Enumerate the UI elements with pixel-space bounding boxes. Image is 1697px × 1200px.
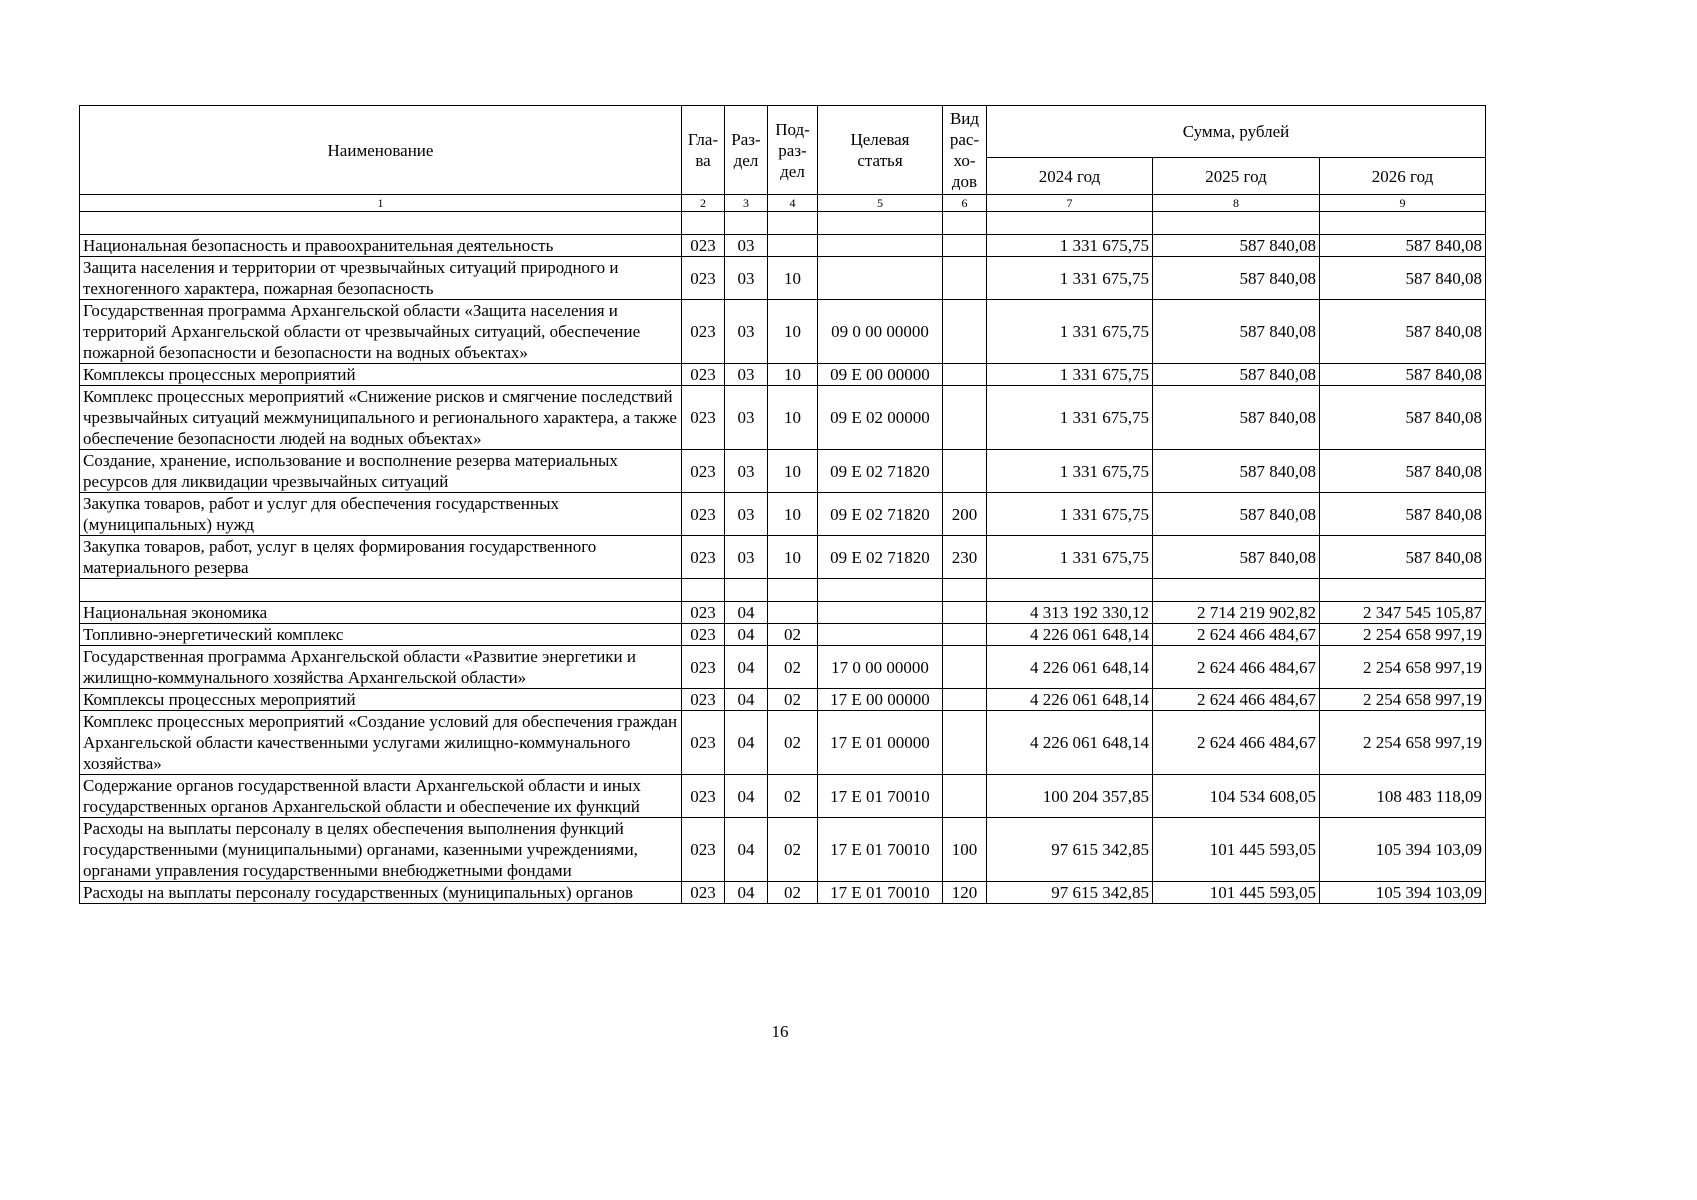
row-podrazdel: 10	[768, 257, 818, 300]
row-tselevaya-statya	[818, 235, 943, 257]
table-row	[80, 711, 1486, 775]
row-podrazdel: 02	[768, 818, 818, 882]
header-summa: Сумма, рублей	[987, 106, 1486, 158]
header-podrazdel: Под- раз- дел	[768, 106, 818, 195]
row-sum-2024: 4 313 192 330,12	[987, 602, 1153, 624]
table-row	[80, 602, 1486, 624]
row-name: Топливно-энергетический комплекс	[80, 624, 682, 646]
row-sum-2025: 2 624 466 484,67	[1153, 646, 1320, 689]
header-razdel: Раз- дел	[725, 106, 768, 195]
row-sum-2024: 1 331 675,75	[987, 450, 1153, 493]
row-tselevaya-statya	[818, 257, 943, 300]
row-sum-2025: 587 840,08	[1153, 493, 1320, 536]
row-glava: 023	[682, 364, 725, 386]
row-sum-2024: 4 226 061 648,14	[987, 646, 1153, 689]
empty-cell	[818, 579, 943, 602]
row-glava: 023	[682, 493, 725, 536]
row-glava: 023	[682, 689, 725, 711]
row-sum-2025: 104 534 608,05	[1153, 775, 1320, 818]
row-sum-2026: 108 483 118,09	[1320, 775, 1486, 818]
row-vid-rashodov	[943, 602, 987, 624]
row-podrazdel: 02	[768, 689, 818, 711]
column-number: 3	[725, 195, 768, 212]
empty-cell	[1320, 579, 1486, 602]
table-row	[80, 818, 1486, 882]
row-sum-2025: 587 840,08	[1153, 364, 1320, 386]
row-vid-rashodov	[943, 300, 987, 364]
row-vid-rashodov: 100	[943, 818, 987, 882]
row-sum-2026: 587 840,08	[1320, 300, 1486, 364]
header-name: Наименование	[80, 106, 682, 195]
row-vid-rashodov	[943, 624, 987, 646]
table-row	[80, 646, 1486, 689]
row-glava: 023	[682, 818, 725, 882]
row-sum-2025: 2 624 466 484,67	[1153, 624, 1320, 646]
row-glava: 023	[682, 646, 725, 689]
row-vid-rashodov	[943, 711, 987, 775]
empty-cell	[943, 212, 987, 235]
row-vid-rashodov	[943, 257, 987, 300]
row-sum-2025: 587 840,08	[1153, 257, 1320, 300]
row-podrazdel: 10	[768, 536, 818, 579]
table-row	[80, 536, 1486, 579]
row-tselevaya-statya	[818, 602, 943, 624]
column-number: 7	[987, 195, 1153, 212]
row-sum-2026: 587 840,08	[1320, 364, 1486, 386]
row-razdel: 03	[725, 257, 768, 300]
row-name: Закупка товаров, работ и услуг для обеспечения государственных (муниципальных) нужд	[80, 493, 682, 536]
column-number: 5	[818, 195, 943, 212]
column-number-row	[80, 195, 1486, 212]
empty-cell	[818, 212, 943, 235]
row-razdel: 04	[725, 818, 768, 882]
table-row	[80, 775, 1486, 818]
row-podrazdel: 02	[768, 882, 818, 904]
row-glava: 023	[682, 300, 725, 364]
table-row	[80, 257, 1486, 300]
empty-cell	[943, 579, 987, 602]
row-sum-2026: 587 840,08	[1320, 386, 1486, 450]
row-razdel: 04	[725, 711, 768, 775]
row-sum-2026: 2 254 658 997,19	[1320, 624, 1486, 646]
empty-cell	[682, 212, 725, 235]
row-name: Национальная экономика	[80, 602, 682, 624]
row-tselevaya-statya: 17 Е 01 00000	[818, 711, 943, 775]
row-glava: 023	[682, 536, 725, 579]
row-razdel: 04	[725, 602, 768, 624]
empty-cell	[768, 212, 818, 235]
row-sum-2026: 105 394 103,09	[1320, 882, 1486, 904]
row-sum-2024: 1 331 675,75	[987, 300, 1153, 364]
row-tselevaya-statya: 17 Е 01 70010	[818, 882, 943, 904]
budget-table	[79, 105, 1486, 904]
row-vid-rashodov	[943, 235, 987, 257]
row-sum-2025: 2 624 466 484,67	[1153, 689, 1320, 711]
header-year-2025: 2025 год	[1153, 158, 1320, 195]
row-tselevaya-statya: 17 0 00 00000	[818, 646, 943, 689]
row-name: Содержание органов государственной власти Архангельской области и иных государственных органов Архангельской области и обеспечение их функций	[80, 775, 682, 818]
row-name: Создание, хранение, использование и восполнение резерва материальных ресурсов для ликвидации чрезвычайных ситуаций	[80, 450, 682, 493]
row-razdel: 04	[725, 624, 768, 646]
row-razdel: 04	[725, 882, 768, 904]
row-sum-2024: 4 226 061 648,14	[987, 711, 1153, 775]
table-row	[80, 624, 1486, 646]
row-sum-2025: 2 714 219 902,82	[1153, 602, 1320, 624]
row-podrazdel: 10	[768, 364, 818, 386]
row-sum-2024: 4 226 061 648,14	[987, 624, 1153, 646]
row-tselevaya-statya: 17 Е 00 00000	[818, 689, 943, 711]
table-row	[80, 235, 1486, 257]
row-name: Национальная безопасность и правоохранительная деятельность	[80, 235, 682, 257]
row-tselevaya-statya: 09 Е 00 00000	[818, 364, 943, 386]
empty-cell	[682, 579, 725, 602]
row-razdel: 03	[725, 364, 768, 386]
row-name: Расходы на выплаты персоналу государственных (муниципальных) органов	[80, 882, 682, 904]
row-vid-rashodov: 230	[943, 536, 987, 579]
row-glava: 023	[682, 624, 725, 646]
row-vid-rashodov	[943, 364, 987, 386]
table-row	[80, 493, 1486, 536]
row-sum-2026: 2 254 658 997,19	[1320, 689, 1486, 711]
row-podrazdel: 02	[768, 711, 818, 775]
row-tselevaya-statya	[818, 624, 943, 646]
row-sum-2024: 97 615 342,85	[987, 882, 1153, 904]
row-tselevaya-statya: 09 Е 02 71820	[818, 493, 943, 536]
row-vid-rashodov	[943, 689, 987, 711]
empty-cell	[987, 212, 1153, 235]
empty-cell	[768, 579, 818, 602]
row-glava: 023	[682, 602, 725, 624]
row-glava: 023	[682, 882, 725, 904]
row-name: Государственная программа Архангельской области «Защита населения и территорий Архангельской области от чрезвычайных ситуаций, обеспечение пожарной безопасности и безопасности на водных объектах»	[80, 300, 682, 364]
row-sum-2024: 1 331 675,75	[987, 536, 1153, 579]
empty-cell	[1320, 212, 1486, 235]
row-vid-rashodov	[943, 450, 987, 493]
row-sum-2026: 587 840,08	[1320, 493, 1486, 536]
row-razdel: 03	[725, 300, 768, 364]
row-tselevaya-statya: 17 Е 01 70010	[818, 818, 943, 882]
row-glava: 023	[682, 386, 725, 450]
spacer-row	[80, 212, 1486, 235]
row-sum-2026: 2 347 545 105,87	[1320, 602, 1486, 624]
row-glava: 023	[682, 450, 725, 493]
empty-cell	[987, 579, 1153, 602]
row-vid-rashodov: 120	[943, 882, 987, 904]
column-number: 8	[1153, 195, 1320, 212]
row-sum-2024: 4 226 061 648,14	[987, 689, 1153, 711]
header-year-2024: 2024 год	[987, 158, 1153, 195]
row-tselevaya-statya: 09 Е 02 71820	[818, 536, 943, 579]
table-body	[80, 195, 1486, 904]
row-sum-2026: 105 394 103,09	[1320, 818, 1486, 882]
row-name: Защита населения и территории от чрезвычайных ситуаций природного и техногенного характера, пожарная безопасность	[80, 257, 682, 300]
row-sum-2026: 2 254 658 997,19	[1320, 711, 1486, 775]
row-name: Закупка товаров, работ, услуг в целях формирования государственного материального резерва	[80, 536, 682, 579]
row-sum-2025: 101 445 593,05	[1153, 818, 1320, 882]
row-razdel: 03	[725, 536, 768, 579]
row-name: Комплекс процессных мероприятий «Создание условий для обеспечения граждан Архангельской области качественными услугами жилищно-коммунального хозяйства»	[80, 711, 682, 775]
header-tselevaya-statya: Целевая статья	[818, 106, 943, 195]
row-razdel: 03	[725, 235, 768, 257]
row-sum-2024: 1 331 675,75	[987, 493, 1153, 536]
column-number: 1	[80, 195, 682, 212]
row-tselevaya-statya: 09 Е 02 00000	[818, 386, 943, 450]
row-razdel: 04	[725, 775, 768, 818]
column-number: 6	[943, 195, 987, 212]
row-podrazdel: 02	[768, 646, 818, 689]
row-razdel: 03	[725, 450, 768, 493]
column-number: 9	[1320, 195, 1486, 212]
row-sum-2024: 1 331 675,75	[987, 257, 1153, 300]
row-sum-2024: 1 331 675,75	[987, 235, 1153, 257]
row-razdel: 03	[725, 493, 768, 536]
row-name: Комплекс процессных мероприятий «Снижение рисков и смягчение последствий чрезвычайных ситуаций межмуниципального и регионального характера, а также обеспечение безопасности людей на водных объектах»	[80, 386, 682, 450]
row-sum-2024: 1 331 675,75	[987, 386, 1153, 450]
empty-cell	[1153, 212, 1320, 235]
row-razdel: 04	[725, 646, 768, 689]
empty-cell	[80, 212, 682, 235]
empty-cell	[725, 579, 768, 602]
table-row	[80, 882, 1486, 904]
table-row	[80, 450, 1486, 493]
row-sum-2025: 587 840,08	[1153, 386, 1320, 450]
row-podrazdel: 02	[768, 624, 818, 646]
table-row	[80, 364, 1486, 386]
row-tselevaya-statya: 17 Е 01 70010	[818, 775, 943, 818]
column-number: 2	[682, 195, 725, 212]
spacer-row	[80, 579, 1486, 602]
row-sum-2026: 587 840,08	[1320, 450, 1486, 493]
row-vid-rashodov	[943, 386, 987, 450]
row-name: Расходы на выплаты персоналу в целях обеспечения выполнения функций государственными (муниципальными) органами, казенными учреждениями, органами управления государственными внебюджетными фондами	[80, 818, 682, 882]
row-razdel: 03	[725, 386, 768, 450]
row-podrazdel	[768, 235, 818, 257]
row-podrazdel: 10	[768, 386, 818, 450]
table-row	[80, 300, 1486, 364]
row-podrazdel	[768, 602, 818, 624]
row-sum-2025: 587 840,08	[1153, 300, 1320, 364]
row-sum-2024: 97 615 342,85	[987, 818, 1153, 882]
row-glava: 023	[682, 257, 725, 300]
row-glava: 023	[682, 711, 725, 775]
row-glava: 023	[682, 775, 725, 818]
header-vid-rashodov: Вид рас- хо- дов	[943, 106, 987, 195]
table-row	[80, 386, 1486, 450]
row-sum-2025: 587 840,08	[1153, 536, 1320, 579]
row-tselevaya-statya: 09 0 00 00000	[818, 300, 943, 364]
empty-cell	[725, 212, 768, 235]
row-sum-2025: 587 840,08	[1153, 450, 1320, 493]
row-sum-2025: 101 445 593,05	[1153, 882, 1320, 904]
row-sum-2025: 587 840,08	[1153, 235, 1320, 257]
row-sum-2024: 100 204 357,85	[987, 775, 1153, 818]
row-sum-2026: 587 840,08	[1320, 235, 1486, 257]
row-tselevaya-statya: 09 Е 02 71820	[818, 450, 943, 493]
table-row	[80, 689, 1486, 711]
page-number: 16	[771, 1022, 789, 1041]
row-sum-2026: 587 840,08	[1320, 257, 1486, 300]
header-glava: Гла- ва	[682, 106, 725, 195]
row-vid-rashodov	[943, 775, 987, 818]
row-vid-rashodov: 200	[943, 493, 987, 536]
empty-cell	[80, 579, 682, 602]
row-vid-rashodov	[943, 646, 987, 689]
row-sum-2026: 587 840,08	[1320, 536, 1486, 579]
row-name: Комплексы процессных мероприятий	[80, 364, 682, 386]
header-year-2026: 2026 год	[1320, 158, 1486, 195]
empty-cell	[1153, 579, 1320, 602]
row-podrazdel: 10	[768, 450, 818, 493]
row-razdel: 04	[725, 689, 768, 711]
row-glava: 023	[682, 235, 725, 257]
column-number: 4	[768, 195, 818, 212]
row-podrazdel: 10	[768, 493, 818, 536]
row-podrazdel: 10	[768, 300, 818, 364]
row-name: Государственная программа Архангельской области «Развитие энергетики и жилищно-коммунального хозяйства Архангельской области»	[80, 646, 682, 689]
row-sum-2024: 1 331 675,75	[987, 364, 1153, 386]
row-sum-2025: 2 624 466 484,67	[1153, 711, 1320, 775]
row-name: Комплексы процессных мероприятий	[80, 689, 682, 711]
row-sum-2026: 2 254 658 997,19	[1320, 646, 1486, 689]
row-podrazdel: 02	[768, 775, 818, 818]
